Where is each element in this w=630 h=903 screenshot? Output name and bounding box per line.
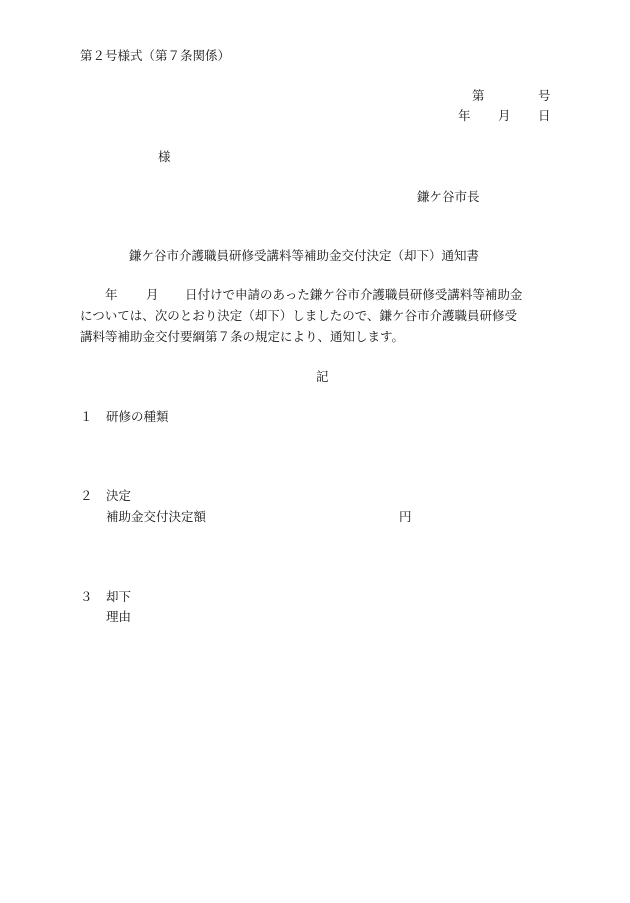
date-day: 日 (538, 108, 551, 123)
item-3-label: 却下 (106, 589, 132, 604)
body-line-3: 講料等補助金交付要綱第７条の規定により、通知します。 (80, 329, 405, 344)
item-2-number: ２ (80, 488, 93, 503)
body-month: 月 (146, 287, 159, 302)
item-2-unit: 円 (399, 509, 412, 524)
ki-heading: 記 (316, 369, 329, 384)
recipient-suffix: 様 (158, 149, 171, 164)
item-1-number: １ (80, 409, 93, 424)
item-2-sub-label: 補助金交付決定額 (106, 509, 207, 524)
body-line-1 (80, 289, 552, 310)
form-number: 第２号様式（第７条関係） (80, 48, 231, 63)
body-line-1-rest: 日付けで申請のあった鎌ケ谷市介護職員研修受講料等補助金 (185, 287, 523, 302)
item-1-label: 研修の種類 (106, 409, 169, 424)
item-2-label: 決定 (106, 488, 132, 503)
date-year: 年 (458, 108, 471, 123)
body-line-2: については、次のとおり決定（却下）しましたので、鎌ケ谷市介護職員研修受 (80, 308, 518, 323)
body-year: 年 (105, 287, 118, 302)
issuer: 鎌ケ谷市長 (417, 189, 480, 204)
body-paragraph (80, 289, 552, 352)
document-number-suffix: 号 (538, 88, 551, 103)
document-title: 鎌ケ谷市介護職員研修受講料等補助金交付決定（却下）通知書 (129, 248, 480, 263)
document-number-prefix: 第 (472, 88, 485, 103)
item-3-sub-label: 理由 (106, 609, 132, 624)
date-month: 月 (498, 108, 511, 123)
item-3-number: ３ (80, 589, 93, 604)
